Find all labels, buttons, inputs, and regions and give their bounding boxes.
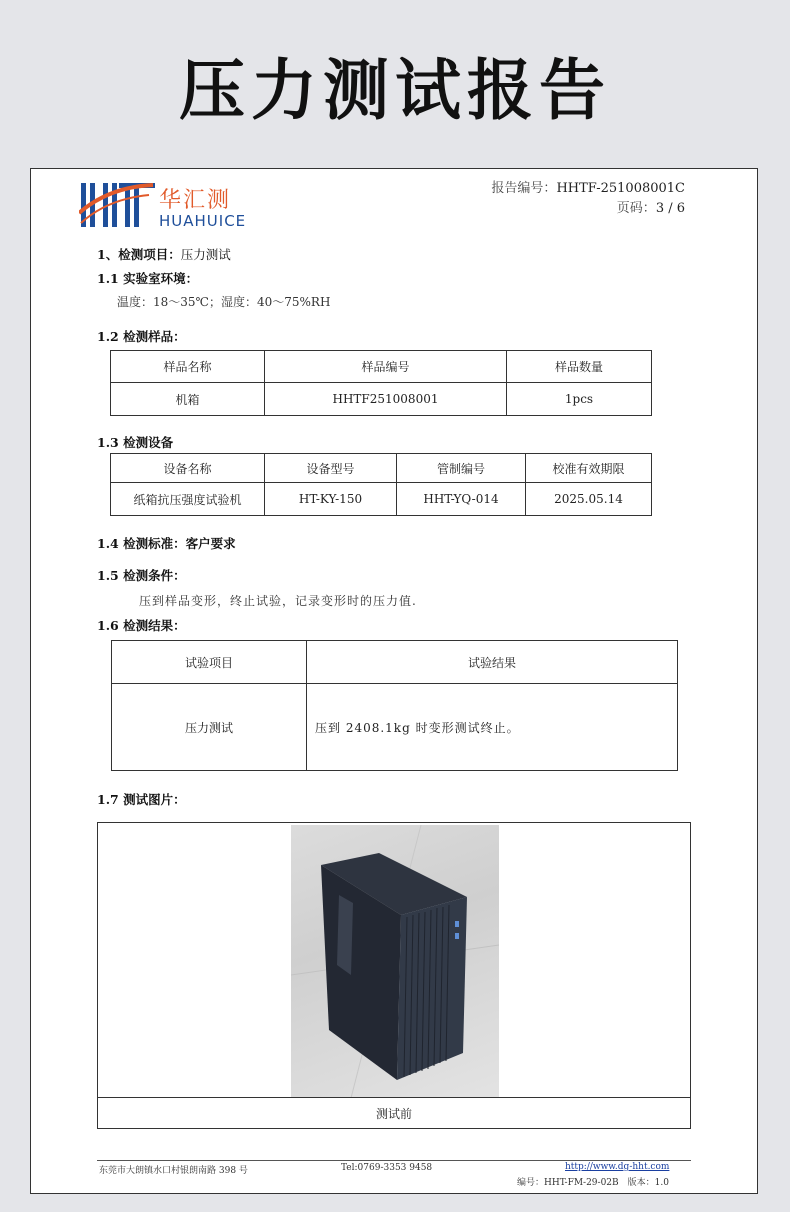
lab-environment-text: 温度：18～35℃；湿度：40～75%RH — [117, 295, 331, 309]
computer-case-image — [291, 825, 499, 1098]
footer-tel: Tel:0769-3353 9458 — [341, 1163, 433, 1173]
report-no: HHTF-251008001C — [556, 181, 685, 196]
table-header-row — [111, 351, 652, 383]
section-1-7-heading: 1.7 测试图片： — [97, 792, 186, 807]
table-cell: 2025.05.14 — [526, 483, 652, 516]
section-1-4-heading: 1.4 检测标准：客户要求 — [97, 536, 236, 551]
section-1-value: 压力测试 — [180, 247, 231, 262]
table-header-cell: 试验结果 — [307, 641, 678, 684]
table-header-cell: 设备名称 — [111, 454, 265, 483]
equipment-table — [110, 453, 652, 516]
table-cell: 机箱 — [111, 383, 265, 416]
logo-chinese-name: 华汇测 — [159, 188, 232, 213]
table-row — [112, 684, 678, 771]
table-cell: 压力测试 — [112, 684, 307, 771]
table-cell: HT-KY-150 — [265, 483, 397, 516]
logo-english-name: HUAHUICE — [159, 212, 247, 230]
sample-table — [110, 350, 652, 416]
page-label: 页码： — [616, 201, 656, 216]
table-header-row — [111, 454, 652, 483]
table-header-cell: 校准有效期限 — [526, 454, 652, 483]
section-1-2-heading: 1.2 检测样品： — [97, 329, 186, 344]
section-1-title: 1、检测项目： — [97, 247, 181, 262]
report-page — [30, 168, 758, 1194]
footer-website-link[interactable]: http://www.dg-hht.com — [565, 1162, 670, 1172]
footer-form-number: 编号：HHT-FM-29-02B 版本：1.0 — [517, 1178, 669, 1188]
report-no-label: 报告编号： — [491, 181, 557, 196]
table-row — [111, 483, 652, 516]
logo-mark-icon — [79, 179, 157, 231]
section-1-heading — [97, 245, 231, 263]
company-logo — [79, 179, 247, 237]
table-header-cell: 设备型号 — [265, 454, 397, 483]
table-header-cell: 管制编号 — [397, 454, 526, 483]
table-header-cell: 样品编号 — [265, 351, 507, 383]
table-header-row — [112, 641, 678, 684]
section-1-1-heading: 1.1 实验室环境： — [97, 271, 199, 286]
photo-frame — [97, 822, 691, 1129]
banner — [0, 0, 790, 168]
test-photo — [291, 825, 499, 1098]
page-number: 3 / 6 — [655, 201, 685, 216]
table-row — [111, 383, 652, 416]
result-table — [111, 640, 678, 771]
footer-divider — [97, 1160, 691, 1161]
table-header-cell: 样品名称 — [111, 351, 265, 383]
table-cell: 1pcs — [507, 383, 652, 416]
section-1-6-heading: 1.6 检测结果： — [97, 618, 186, 633]
footer-address: 东莞市大朗镇水口村银朗南路 398 号 — [99, 1166, 248, 1176]
photo-caption: 测试前 — [98, 1097, 690, 1128]
table-header-cell: 试验项目 — [112, 641, 307, 684]
table-cell: 压到 2408.1kg 时变形测试终止。 — [307, 684, 678, 771]
section-1-3-heading: 1.3 检测设备 — [97, 435, 174, 450]
table-cell: HHT-YQ-014 — [397, 483, 526, 516]
test-condition-text: 压到样品变形，终止试验，记录变形时的压力值. — [139, 594, 417, 608]
page-title: 压力测试报告 — [179, 51, 611, 129]
table-cell: HHTF251008001 — [265, 383, 507, 416]
report-info — [491, 179, 685, 219]
section-1-5-heading: 1.5 检测条件： — [97, 568, 186, 583]
table-cell: 纸箱抗压强度试验机 — [111, 483, 265, 516]
table-header-cell: 样品数量 — [507, 351, 652, 383]
